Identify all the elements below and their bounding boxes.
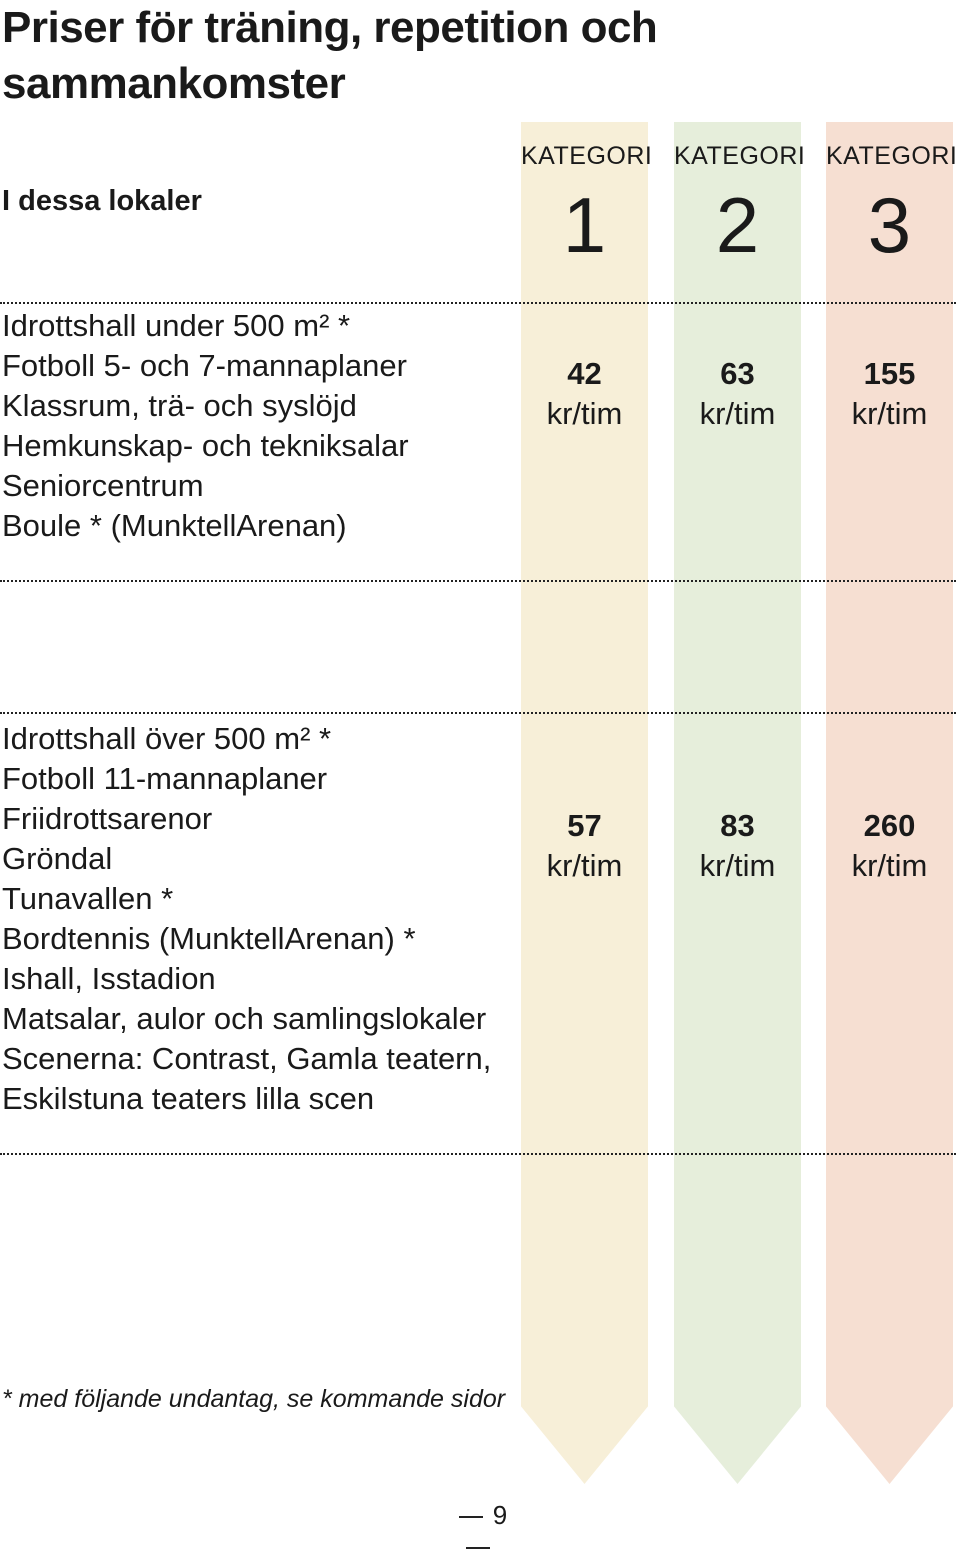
price-unit: kr/tim: [851, 396, 928, 431]
venue-item: Fotboll 5- och 7-mannaplaner: [2, 348, 407, 383]
section-subtitle: I dessa lokaler: [2, 185, 202, 217]
group-2-bottom-divider: [0, 1153, 956, 1155]
group-2-price-category-1: [521, 806, 648, 886]
venue-item: Idrottshall under 500 m² *: [2, 308, 351, 343]
category-1-band: [521, 122, 653, 1484]
price-unit: kr/tim: [851, 848, 928, 883]
venue-item: Klassrum, trä- och syslöjd: [2, 388, 357, 423]
group-1-top-divider: [0, 302, 956, 304]
venue-item: Matsalar, aulor och samlingslokaler: [2, 1001, 487, 1036]
category-2-band: [674, 122, 806, 1484]
venue-item: Seniorcentrum: [2, 468, 204, 503]
page-number: [430, 1500, 526, 1562]
price-amount: 83: [720, 808, 755, 843]
venue-item: Scenerna: Contrast, Gamla teatern,: [2, 1041, 492, 1076]
group-1-bottom-divider: [0, 580, 956, 582]
group-1-price-category-1: [521, 354, 648, 434]
price-unit: kr/tim: [546, 396, 623, 431]
group-1-price-category-2: [674, 354, 801, 434]
group-2-price-category-2: [674, 806, 801, 886]
page-number-dash-right: [466, 1547, 490, 1549]
category-1-label: KATEGORI: [521, 142, 653, 170]
venue-item: Tunavallen *: [2, 881, 174, 916]
price-amount: 155: [863, 356, 916, 391]
price-amount: 63: [720, 356, 755, 391]
group-2-price-category-3: [826, 806, 953, 886]
category-2-label: KATEGORI: [674, 142, 806, 170]
category-2-number: 2: [715, 181, 760, 269]
price-amount: 57: [567, 808, 602, 843]
category-1-number: 1: [562, 181, 607, 269]
venue-item: Fotboll 11-mannaplaner: [2, 761, 328, 796]
page-number-value: 9: [492, 1500, 508, 1530]
category-3-band: [826, 122, 958, 1484]
venue-item: Bordtennis (MunktellArenan) *: [2, 921, 416, 956]
group-1-venue-list: [2, 306, 409, 546]
price-unit: kr/tim: [546, 848, 623, 883]
footnote: * med följande undantag, se kommande sidor: [2, 1385, 506, 1413]
page-number-dash-left: [459, 1516, 483, 1518]
price-unit: kr/tim: [699, 396, 776, 431]
venue-item: Hemkunskap- och tekniksalar: [2, 428, 409, 463]
venue-item: Idrottshall över 500 m² *: [2, 721, 332, 756]
group-2-venue-list: [2, 719, 491, 1119]
venue-item: Boule * (MunktellArenan): [2, 508, 347, 543]
venue-item: Friidrottsarenor: [2, 801, 213, 836]
category-3-number: 3: [867, 181, 912, 269]
venue-item: Eskilstuna teaters lilla scen: [2, 1081, 375, 1116]
venue-item: Ishall, Isstadion: [2, 961, 216, 996]
price-unit: kr/tim: [699, 848, 776, 883]
page-title: Priser för träning, repetition och sammankomster: [2, 3, 658, 108]
venue-item: Gröndal: [2, 841, 113, 876]
price-amount: 260: [863, 808, 916, 843]
category-3-label: KATEGORI: [826, 142, 958, 170]
group-1-price-category-3: [826, 354, 953, 434]
group-2-top-divider: [0, 712, 956, 714]
price-amount: 42: [567, 356, 602, 391]
